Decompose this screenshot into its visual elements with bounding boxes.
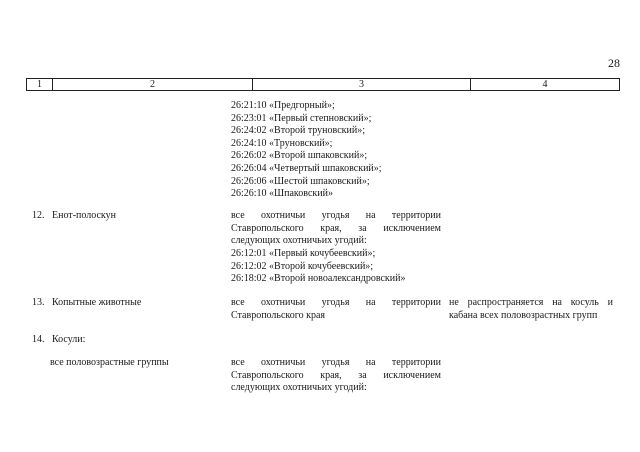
list-item: 26:18:02 «Второй новоалександровский» [231,273,406,285]
list-item: 26:21:10 «Предгорный»; [231,100,335,111]
list-item: 26:26:04 «Четвертый шпаковский»; [231,162,382,174]
species-name-raccoon: Енот-полоскун [52,210,116,221]
list-item: 26:24:10 «Труновский»; [231,137,333,149]
species-name-roe-deer: Косули: [52,334,86,345]
row13-note: не распространяется на косуль и кабана всех половозрастных групп [449,297,613,321]
list-item: 26:24:02 «Второй труновский»; [231,125,365,137]
list-item: 26:23:01 «Первый степновский»; [231,112,372,124]
table-header-row [26,78,620,91]
row-number-14: 14. [32,334,45,345]
row12-exceptions-list [231,248,441,286]
header-cell-2: 2 [53,79,253,90]
list-item: 26:26:10 «Шпаковский» [231,188,333,200]
list-item: 26:12:01 «Первый кочубеевский»; [231,248,376,259]
continuation-list [231,100,441,201]
page-number: 28 [608,56,620,70]
header-cell-4: 4 [542,79,548,90]
row12-territory-text: все охотничьи угодья на территории Ставропольского края, за исключением следующих охотничьих угодий: [231,210,441,247]
row14-subgroup-name: все половозрастные группы [50,357,169,368]
row-number-13: 13. [32,297,45,308]
species-name-ungulates: Копытные животные [52,297,142,308]
row-number-12: 12. [32,210,45,221]
list-item: 26:26:06 «Шестой шпаковский»; [231,175,370,187]
row14-territory-text: все охотничьи угодья на территории Ставропольского края, за исключением следующих охотничьих угодий: [231,357,441,394]
header-cell-3: 3 [253,79,471,90]
list-item: 26:26:02 «Второй шпаковский»; [231,150,368,162]
list-item: 26:12:02 «Второй кочубеевский»; [231,260,374,272]
row13-territory-text: все охотничьи угодья на территории Ставропольского края [231,297,441,321]
header-cell-1: 1 [27,79,53,90]
